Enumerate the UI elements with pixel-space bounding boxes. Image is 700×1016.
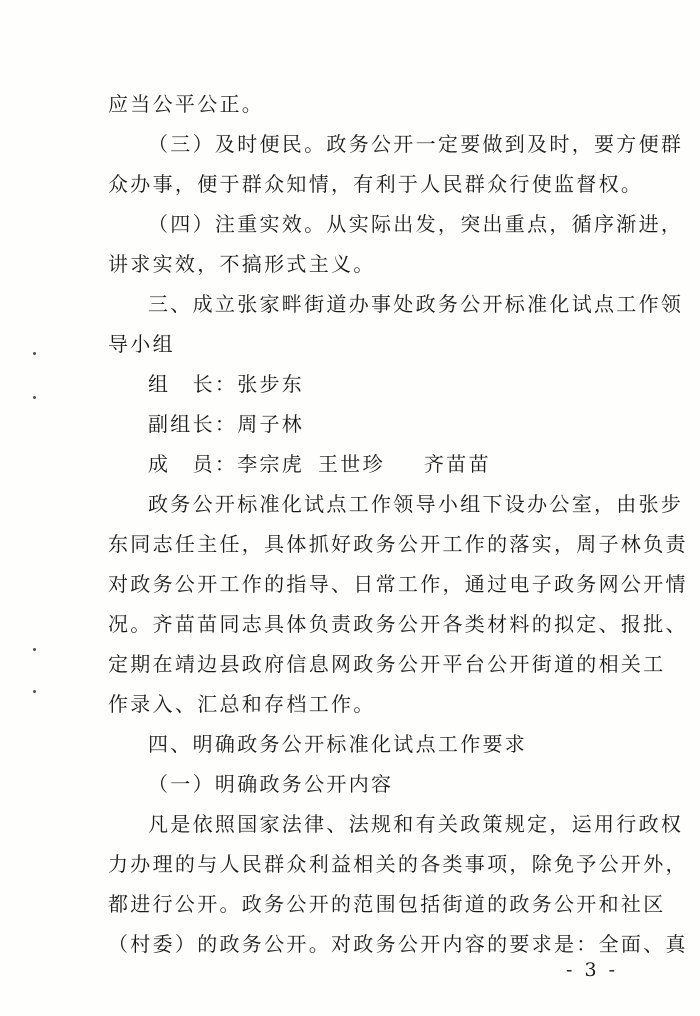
text-line-20: 力办理的与人民群众利益相关的各类事项，除免予公开外， bbox=[108, 852, 688, 876]
text-line-16: 作录入、汇总和存档工作。 bbox=[108, 692, 376, 716]
member-name-2: 王世珍 bbox=[318, 452, 385, 476]
text-line-14: 况。齐苗苗同志具体负责政务公开各类材料的拟定、报批、 bbox=[108, 612, 688, 636]
text-line-3: 众办事，便于群众知情，有利于人民群众行使监督权。 bbox=[108, 172, 644, 196]
section-heading-3-continued: 导小组 bbox=[108, 332, 175, 356]
binding-hole-mark bbox=[33, 690, 36, 693]
binding-hole-mark bbox=[33, 396, 36, 399]
binding-hole-mark bbox=[33, 352, 36, 355]
binding-hole-mark bbox=[33, 648, 36, 651]
member-name-3: 齐苗苗 bbox=[424, 452, 491, 476]
text-line-13: 对政务公开工作的指导、日常工作，通过电子政务网公开情 bbox=[108, 572, 688, 596]
text-line-12: 东同志任主任，具体抓好政务公开工作的落实，周子林负责 bbox=[108, 532, 688, 556]
text-line-22: （村委）的政务公开。对政务公开内容的要求是：全面、真 bbox=[108, 932, 688, 956]
text-line-5: 讲求实效，不搞形式主义。 bbox=[108, 252, 376, 276]
text-line-11: 政务公开标准化试点工作领导小组下设办公室，由张步 bbox=[148, 492, 684, 516]
section-heading-4: 四、明确政务公开标准化试点工作要求 bbox=[148, 732, 528, 756]
members-line: 成 员：李宗虎 bbox=[148, 452, 305, 476]
group-leader-line: 组 长：张步东 bbox=[148, 372, 305, 396]
subsection-heading-1: （一）明确政务公开内容 bbox=[148, 772, 394, 796]
deputy-leader-line: 副组长：周子林 bbox=[148, 412, 305, 436]
text-line-2: （三）及时便民。政务公开一定要做到及时，要方便群 bbox=[148, 132, 684, 156]
text-line-4: （四）注重实效。从实际出发，突出重点，循序渐进， bbox=[148, 212, 684, 236]
text-line-19: 凡是依照国家法律、法规和有关政策规定，运用行政权 bbox=[148, 812, 684, 836]
section-heading-3: 三、成立张家畔街道办事处政务公开标准化试点工作领 bbox=[148, 292, 684, 316]
text-line-21: 都进行公开。政务公开的范围包括街道的政务公开和社区 bbox=[108, 892, 666, 916]
text-line-15: 定期在靖边县政府信息网政务公开平台公开街道的相关工 bbox=[108, 652, 666, 676]
page-number: - 3 - bbox=[566, 959, 619, 981]
text-line-1: 应当公平公正。 bbox=[108, 92, 265, 116]
